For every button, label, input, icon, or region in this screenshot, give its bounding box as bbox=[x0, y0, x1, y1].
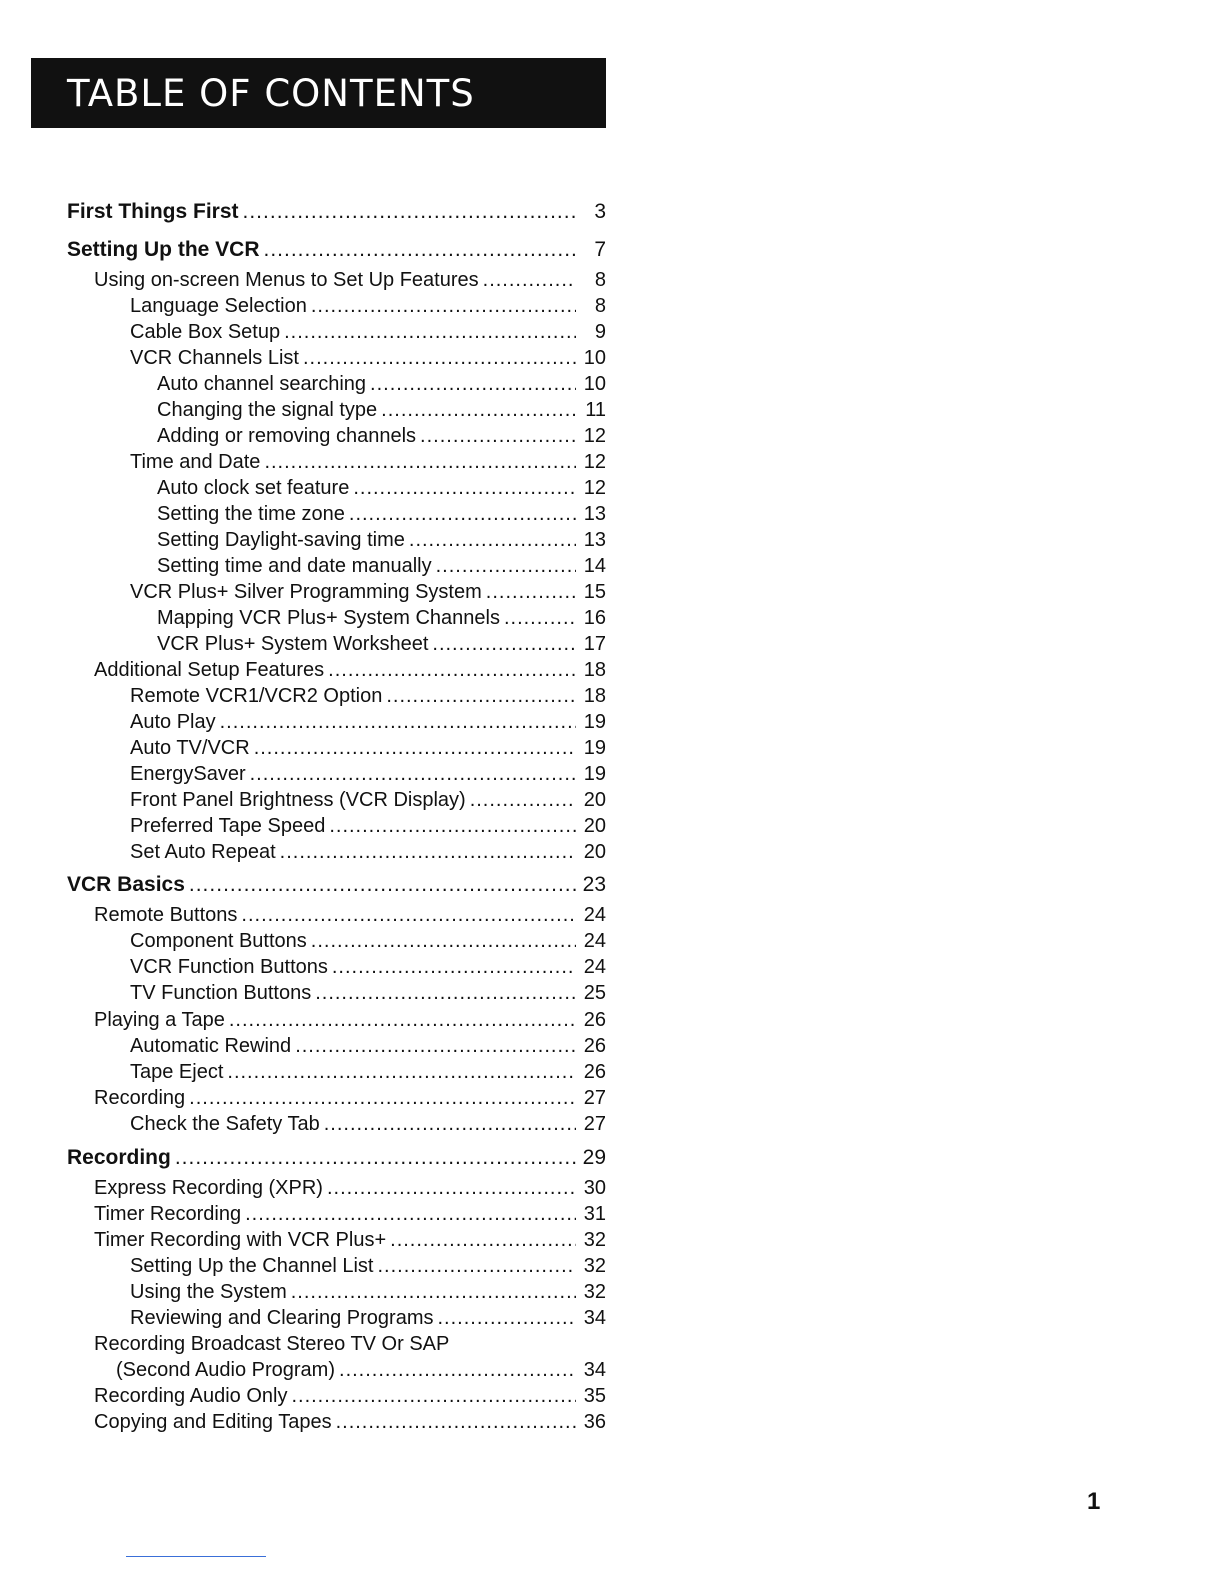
toc-entry[interactable]: VCR Plus+ System Worksheet ..... 17 bbox=[157, 628, 606, 656]
toc-entry[interactable]: Auto clock set feature ..... 12 bbox=[157, 472, 606, 500]
toc-entry[interactable]: Adding or removing channels ..... 12 bbox=[157, 420, 606, 448]
toc-entry[interactable]: Tape Eject ..... 26 bbox=[130, 1056, 606, 1084]
toc-entry[interactable]: Check the Safety Tab ..... 27 bbox=[130, 1108, 606, 1136]
toc-entry[interactable]: Automatic Rewind ..... 26 bbox=[130, 1030, 606, 1058]
toc-entry[interactable]: VCR Channels List ..... 10 bbox=[130, 342, 606, 370]
toc-entry[interactable]: VCR Basics ..... 23 bbox=[67, 869, 606, 897]
toc-entry[interactable]: Changing the signal type ..... 11 bbox=[157, 394, 606, 422]
toc-entry[interactable]: Timer Recording with VCR Plus+ ..... 32 bbox=[94, 1224, 606, 1252]
toc-entry[interactable]: Recording ..... 29 bbox=[67, 1142, 606, 1170]
toc-entry[interactable]: Setting Up the Channel List ..... 32 bbox=[130, 1250, 606, 1278]
toc-entry[interactable]: (Second Audio Program) ..... 34 bbox=[116, 1354, 606, 1382]
toc-entry[interactable]: TV Function Buttons ..... 25 bbox=[130, 977, 606, 1005]
toc-entry[interactable]: Recording ..... 27 bbox=[94, 1082, 606, 1110]
toc-entry[interactable]: Setting Daylight-saving time ..... 13 bbox=[157, 524, 606, 552]
page-number: 1 bbox=[1087, 1488, 1101, 1515]
toc-entry[interactable]: Using on-screen Menus to Set Up Features ..... 8 bbox=[94, 264, 606, 292]
toc-entry[interactable]: Remote Buttons ..... 24 bbox=[94, 899, 606, 927]
page-title: TABLE OF CONTENTS bbox=[67, 71, 475, 115]
toc-entry[interactable]: Playing a Tape ..... 26 bbox=[94, 1004, 606, 1032]
toc-entry[interactable]: Preferred Tape Speed ..... 20 bbox=[130, 810, 606, 838]
toc-entry[interactable]: Auto TV/VCR ..... 19 bbox=[130, 732, 606, 760]
toc-entry[interactable]: First Things First ..... 3 bbox=[67, 196, 606, 224]
toc-entry[interactable]: Auto Play ..... 19 bbox=[130, 706, 606, 734]
toc-entry[interactable]: Language Selection ..... 8 bbox=[130, 290, 606, 318]
toc-entry[interactable]: EnergySaver ..... 19 bbox=[130, 758, 606, 786]
toc-entry[interactable]: VCR Plus+ Silver Programming System ..... 15 bbox=[130, 576, 606, 604]
toc-entry[interactable]: Auto channel searching ..... 10 bbox=[157, 368, 606, 396]
toc-entry[interactable]: VCR Function Buttons ..... 24 bbox=[130, 951, 606, 979]
toc-entry[interactable]: Set Auto Repeat ..... 20 bbox=[130, 836, 606, 864]
toc-entry[interactable]: Timer Recording ..... 31 bbox=[94, 1198, 606, 1226]
toc-entry[interactable]: Mapping VCR Plus+ System Channels ..... 16 bbox=[157, 602, 606, 630]
toc-entry[interactable]: Recording Broadcast Stereo TV Or SAP bbox=[94, 1333, 450, 1355]
toc-entry[interactable]: Setting Up the VCR ..... 7 bbox=[67, 234, 606, 262]
toc-entry[interactable]: Reviewing and Clearing Programs ..... 34 bbox=[130, 1302, 606, 1330]
toc-entry[interactable]: Express Recording (XPR) ..... 30 bbox=[94, 1172, 606, 1200]
toc-entry[interactable]: Front Panel Brightness (VCR Display) ..... 20 bbox=[130, 784, 606, 812]
divider bbox=[126, 1556, 266, 1557]
toc-entry[interactable]: Remote VCR1/VCR2 Option ..... 18 bbox=[130, 680, 606, 708]
toc-entry[interactable]: Copying and Editing Tapes ..... 36 bbox=[94, 1406, 606, 1434]
toc-entry[interactable]: Recording Audio Only ..... 35 bbox=[94, 1380, 606, 1408]
toc-entry[interactable]: Cable Box Setup ..... 9 bbox=[130, 316, 606, 344]
toc-entry[interactable]: Additional Setup Features ..... 18 bbox=[94, 654, 606, 682]
toc-entry[interactable]: Component Buttons ..... 24 bbox=[130, 925, 606, 953]
toc-entry[interactable]: Setting time and date manually ..... 14 bbox=[157, 550, 606, 578]
toc-entry[interactable]: Using the System ..... 32 bbox=[130, 1276, 606, 1304]
toc-entry[interactable]: Setting the time zone ..... 13 bbox=[157, 498, 606, 526]
toc-entry[interactable]: Time and Date ..... 12 bbox=[130, 446, 606, 474]
